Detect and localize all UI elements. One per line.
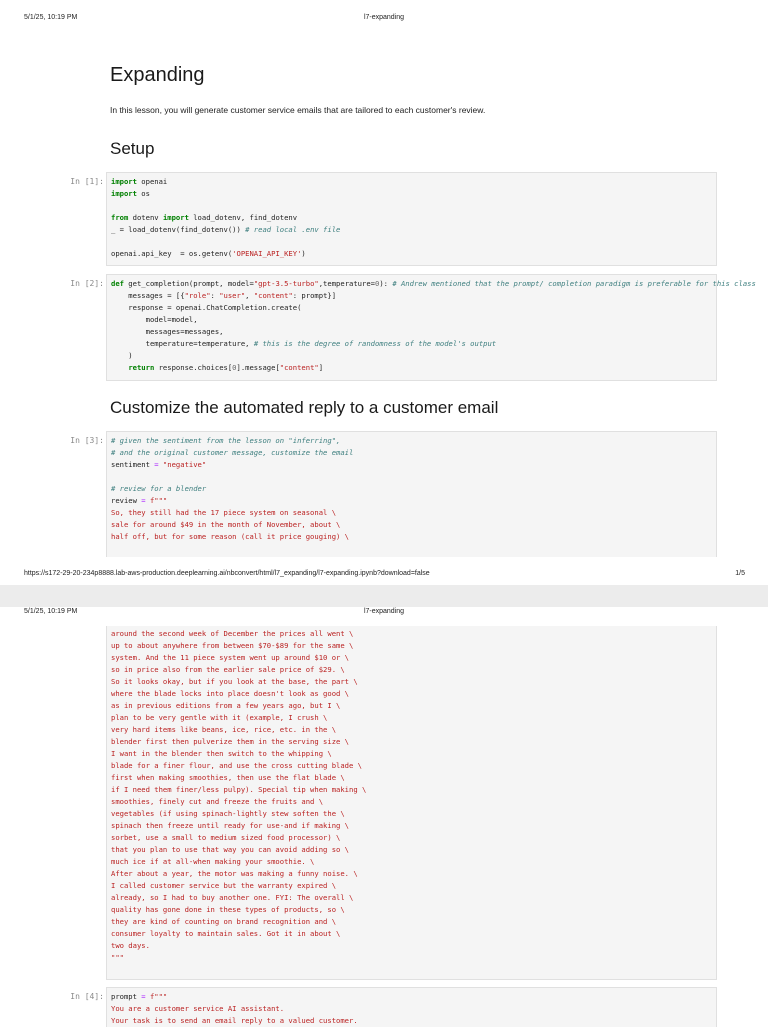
code-string: f""": [145, 992, 168, 1001]
code-cell-3-continued[interactable]: [106, 626, 717, 980]
code-string: up to about anywhere from between $70-$89 for the same \: [111, 641, 354, 650]
code-text: ].message[: [236, 363, 280, 372]
code-string: Your task is to send an email reply to a valued customer.: [111, 1016, 358, 1025]
print-datetime: 5/1/25, 10:19 PM: [24, 14, 78, 21]
code-string: where the blade locks into place doesn't look as good \: [111, 689, 349, 698]
kw: return: [128, 363, 155, 372]
code-text: ): [301, 249, 306, 258]
setup-heading: Setup: [110, 139, 155, 158]
code-string: "user": [219, 291, 246, 300]
code-text: model=model,: [111, 315, 198, 324]
code-string: that you plan to use that way you can avoid adding so \: [111, 845, 349, 854]
code-text: os: [136, 189, 150, 198]
code-operator: =: [154, 460, 159, 469]
code-string: first when making smoothies, then use the flat blade \: [111, 773, 345, 782]
code-text: openai.api_key = os.getenv(: [111, 249, 233, 258]
code-comment: # review for a blender: [111, 484, 207, 493]
cell-prompt: In [3]:: [70, 436, 104, 445]
code-string: as in previous editions from a few years ago, but I \: [111, 701, 341, 710]
code-text: load_dotenv, find_dotenv: [188, 213, 298, 222]
code-string: two days.: [111, 941, 150, 950]
code-operator: =: [141, 992, 146, 1001]
code-cell-3[interactable]: [106, 431, 717, 557]
code-string: So, they still had the 17 piece system on seasonal \: [111, 508, 337, 517]
code-string: quality has gone done in these types of products, so \: [111, 905, 345, 914]
code-number: 0: [232, 363, 237, 372]
code-string: already, so I had to buy another one. FYI: The overall \: [111, 893, 354, 902]
code-text: ,: [245, 291, 254, 300]
code-string: """: [111, 953, 124, 962]
code-text: response.choices[: [154, 363, 233, 372]
code-text: review: [111, 496, 142, 505]
kw: import: [111, 177, 137, 186]
code-string: much ice if at all-when making your smoothie. \: [111, 857, 315, 866]
code-text: ): [111, 351, 133, 360]
code-cell-4[interactable]: [106, 987, 717, 1027]
code-text: ,temperature=: [318, 279, 375, 288]
code-string: So it looks okay, but if you look at the base, the part \: [111, 677, 358, 686]
code-comment: # this is the degree of randomness of the model's output: [253, 339, 497, 348]
code-string: blade for a finer flour, and use the cross cutting blade \: [111, 761, 362, 770]
code-text: prompt: [111, 992, 142, 1001]
page-title: Expanding: [110, 64, 205, 86]
code-string: plan to be very gentle with it (example, I crush \: [111, 713, 328, 722]
code-text: get_completion(prompt, model=: [123, 279, 254, 288]
code-string: they are kind of counting on brand recognition and \: [111, 917, 337, 926]
code-block: [107, 988, 716, 1030]
code-text: :: [210, 291, 220, 300]
code-cell-2[interactable]: [106, 274, 756, 381]
print-datetime: 5/1/25, 10:19 PM: [24, 608, 78, 615]
cell-prompt: In [2]:: [70, 279, 104, 288]
code-cell-1[interactable]: [106, 172, 717, 266]
code-string: system. And the 11 piece system went up around $10 or \: [111, 653, 349, 662]
kw: def: [111, 279, 124, 288]
code-string: consumer loyalty to maintain sales. Got it in about \: [111, 929, 341, 938]
code-string: I want in the blender then switch to the whipping \: [111, 749, 332, 758]
kw: import: [111, 189, 137, 198]
kw: from: [111, 213, 129, 222]
code-text: messages=messages,: [111, 327, 224, 336]
code-comment: # Andrew mentioned that the prompt/ completion paradigm is preferable for this class: [392, 279, 756, 288]
code-string: "gpt-3.5-turbo": [253, 279, 319, 288]
code-string: You are a customer service AI assistant.: [111, 1004, 285, 1013]
code-operator: =: [141, 496, 146, 505]
code-string: so in price also from the earlier sale price of $29. \: [111, 665, 345, 674]
code-text: messages = [{: [111, 291, 185, 300]
page-separator: [0, 585, 768, 607]
code-string: "content": [253, 291, 293, 300]
code-text: temperature=temperature,: [111, 339, 254, 348]
code-string: "content": [279, 363, 319, 372]
section-heading: Customize the automated reply to a customer email: [110, 398, 499, 417]
code-comment: # and the original customer message, customize the email: [111, 448, 354, 457]
code-string: f""": [145, 496, 168, 505]
page-number: 1/5: [735, 570, 745, 577]
code-text: ]: [318, 363, 324, 372]
code-string: blender first then pulverize them in the serving size \: [111, 737, 349, 746]
code-text: sentiment: [111, 460, 155, 469]
code-string: sale for around $49 in the month of November, about \: [111, 520, 341, 529]
code-string: I called customer service but the warranty expired \: [111, 881, 337, 890]
code-string: 'OPENAI_API_KEY': [232, 249, 302, 258]
code-text: : prompt}]: [292, 291, 337, 300]
print-url: https://s172-29-20-234p8888.lab-aws-production.deeplearning.ai/nbconvert/html/l7_expanding/l7-expanding.ipynb?download=false: [24, 570, 430, 577]
code-text: _ = load_dotenv(find_dotenv()): [111, 225, 246, 234]
code-string: vegetables (if using spinach-lightly stew soften the \: [111, 809, 345, 818]
code-block: [107, 432, 716, 546]
code-string: if I need them finer/less pulpy). Special tip when making \: [111, 785, 367, 794]
code-string: "negative": [158, 460, 207, 469]
code-text: ):: [379, 279, 393, 288]
code-string: around the second week of December the prices all went \: [111, 629, 354, 638]
code-comment: # given the sentiment from the lesson on "inferring",: [111, 436, 341, 445]
code-number: 0: [375, 279, 380, 288]
kw: import: [162, 213, 189, 222]
code-comment: # read local .env file: [245, 225, 341, 234]
code-string: very hard items like beans, ice, rice, etc. in the \: [111, 725, 337, 734]
code-text: openai: [136, 177, 168, 186]
code-string: sorbet, use a small to medium sized food processor) \: [111, 833, 341, 842]
code-block: [107, 626, 716, 967]
code-text: dotenv: [128, 213, 163, 222]
code-text: response = openai.ChatCompletion.create(: [111, 303, 302, 312]
cell-prompt: In [4]:: [70, 992, 104, 1001]
code-block: [107, 275, 756, 377]
code-string: "role": [184, 291, 211, 300]
print-title: l7-expanding: [363, 14, 405, 21]
print-title: l7-expanding: [363, 608, 405, 615]
code-string: smoothies, finely cut and freeze the fruits and \: [111, 797, 324, 806]
code-string: spinach then freeze until ready for use-and if making \: [111, 821, 349, 830]
intro-text: In this lesson, you will generate customer service emails that are tailored to each customer's review.: [110, 105, 486, 115]
code-string: half off, but for some reason (call it price gouging) \: [111, 532, 349, 541]
cell-prompt: In [1]:: [70, 177, 104, 186]
code-block: [107, 173, 716, 263]
code-string: After about a year, the motor was making a funny noise. \: [111, 869, 358, 878]
